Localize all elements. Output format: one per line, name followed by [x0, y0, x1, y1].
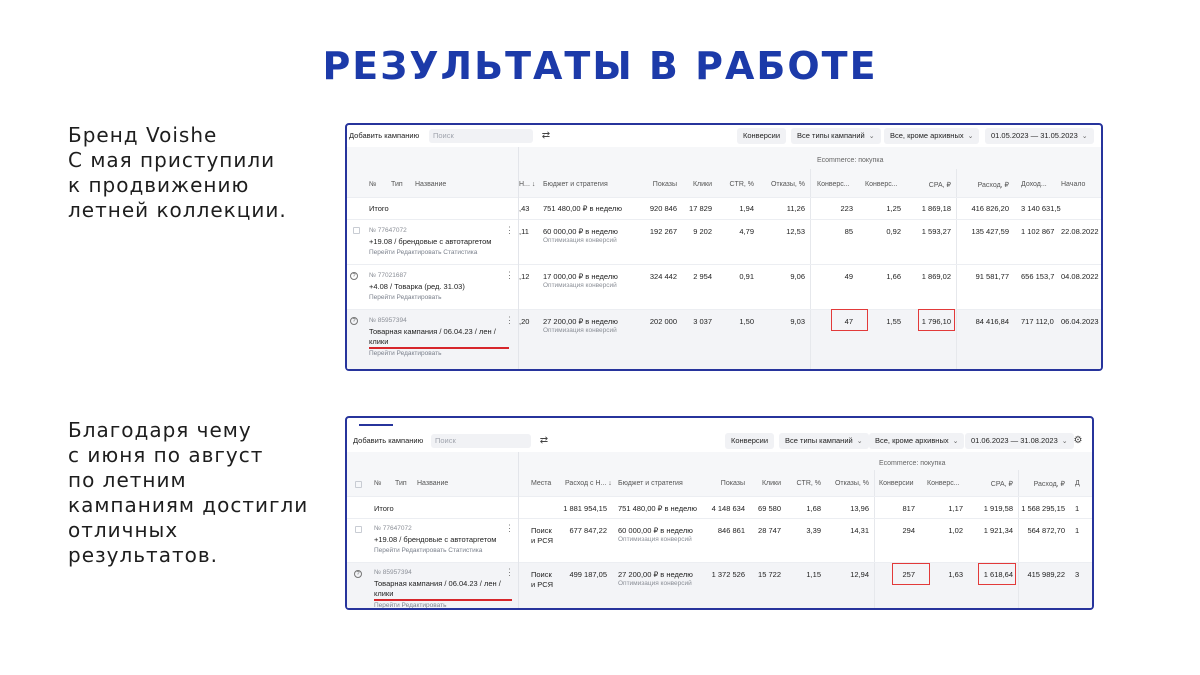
row1-clicks: 28 747	[758, 526, 781, 535]
name-underline	[369, 347, 509, 349]
row2-conversion-rate: 1,66	[886, 272, 901, 281]
row1-places: Поиск	[531, 526, 552, 535]
column-header-shows[interactable]: Показы	[720, 480, 745, 487]
caption-line: к продвижению	[68, 173, 250, 197]
total-budget: 751 480,00 ₽ в неделю	[618, 504, 697, 513]
campaigns-screenshot-summer	[345, 416, 1094, 610]
row1-spend: 564 872,70	[1027, 526, 1065, 535]
add-campaign-button[interactable]: Добавить кампанию	[353, 436, 424, 445]
row3-links[interactable]: Перейти Редактировать	[369, 350, 442, 357]
row1-d: 1	[1075, 526, 1080, 535]
column-header-conversions[interactable]: Конверсии	[879, 480, 914, 487]
total-cut: ,43	[519, 204, 530, 213]
row2-strategy: Оптимизация конверсий	[543, 282, 617, 289]
highlight-conversions	[892, 563, 930, 585]
row2-shows: 324 442	[649, 272, 677, 281]
row2-id: № 85957394	[374, 569, 412, 576]
more-options-icon[interactable]: ⋮	[505, 523, 514, 533]
row3-id: № 85957394	[369, 317, 407, 324]
total-clicks: 17 829	[689, 204, 712, 213]
row2-clicks: 2 954	[693, 272, 712, 281]
row1-conversion-rate: 0,92	[886, 227, 901, 236]
metric-select[interactable]: Конверсии	[737, 128, 786, 144]
row3-bounces: 9,03	[790, 317, 805, 326]
row2-name[interactable]: +4.08 / Товарка (ред. 31.03)	[369, 282, 465, 291]
row3-clicks: 3 037	[693, 317, 712, 326]
caption-line: отличных	[68, 518, 179, 542]
row2-strategy: Оптимизация конверсий	[618, 580, 692, 587]
row2-spend-sort: 499 187,05	[569, 570, 607, 579]
column-header-budget[interactable]: Бюджет и стратегия	[618, 480, 683, 487]
active-tab-indicator	[359, 424, 393, 426]
row2-d: 3	[1075, 570, 1080, 579]
row1-start: 22.08.2022	[1061, 227, 1099, 236]
total-cpa: 1 919,58	[983, 504, 1013, 513]
row3-cut: ,20	[519, 317, 530, 326]
chevron-down-icon: ⌄	[967, 133, 974, 140]
row1-conversions: 294	[902, 526, 915, 535]
row2-conversions: 49	[844, 272, 853, 281]
row1-cut: ,11	[519, 227, 529, 236]
status-filter-label: Все, кроме архивных	[890, 131, 964, 140]
total-cpa: 1 869,18	[921, 204, 951, 213]
column-header-type[interactable]: Тип	[395, 480, 407, 487]
chevron-down-icon: ⌄	[1081, 133, 1088, 140]
caption-brand	[68, 123, 287, 223]
column-header-number[interactable]: №	[374, 480, 382, 487]
row3-start: 06.04.2023	[1061, 317, 1099, 326]
search-input[interactable]: Поиск	[431, 434, 531, 448]
row3-cpa: 1 796,10	[921, 317, 951, 326]
row1-cpa: 1 593,27	[921, 227, 951, 236]
column-header-start[interactable]: Начало	[1061, 181, 1086, 188]
more-options-icon[interactable]: ⋮	[505, 315, 514, 325]
row3-ctr: 1,50	[739, 317, 754, 326]
date-range-select[interactable]	[965, 433, 1074, 449]
row2-spend: 415 989,22	[1027, 570, 1065, 579]
status-filter-select[interactable]	[884, 128, 979, 144]
chevron-down-icon: ⌄	[952, 438, 959, 445]
row1-strategy: Оптимизация конверсий	[543, 237, 617, 244]
caption-line: результатов.	[68, 543, 218, 567]
more-options-icon[interactable]: ⋮	[505, 225, 514, 235]
total-ctr: 1,94	[739, 204, 754, 213]
column-header-ctr[interactable]: CTR, %	[729, 181, 754, 188]
column-header-cpa[interactable]: CPA, ₽	[990, 481, 1013, 488]
total-clicks: 69 580	[758, 504, 781, 513]
row2-id: № 77021687	[369, 272, 407, 279]
select-all-checkbox[interactable]	[355, 481, 362, 488]
column-header-d[interactable]: Д	[1075, 480, 1080, 487]
column-header-places[interactable]: Места	[531, 480, 552, 487]
total-conversions: 223	[840, 204, 853, 213]
row2-income: 656 153,7	[1021, 272, 1055, 281]
row2-shows: 1 372 526	[711, 570, 745, 579]
row1-shows: 192 267	[649, 227, 677, 236]
row1-shows: 846 861	[717, 526, 745, 535]
date-range-select[interactable]	[985, 128, 1094, 144]
campaigns-toolbar	[347, 125, 1101, 147]
row1-strategy: Оптимизация конверсий	[618, 536, 692, 543]
highlight-cpa	[918, 309, 955, 331]
caption-line: летней коллекции.	[68, 198, 287, 222]
row2-cut: ,12	[519, 272, 530, 281]
total-bounces: 11,26	[786, 204, 805, 213]
search-input[interactable]: Поиск	[429, 129, 533, 143]
column-header-ctr[interactable]: CTR, %	[796, 480, 821, 487]
row2-bounces: 12,94	[850, 570, 869, 579]
column-header-spend[interactable]: Расход, ₽	[1033, 481, 1065, 488]
column-header-income[interactable]: Доход...	[1021, 181, 1047, 188]
row1-places-cont: и РСЯ	[531, 536, 554, 545]
gear-icon[interactable]: ⚙	[1073, 435, 1083, 446]
column-header-cut[interactable]: Н... ↓	[519, 181, 536, 188]
total-d: 1	[1075, 504, 1080, 513]
total-income: 3 140 631,5	[1021, 204, 1061, 213]
metric-select[interactable]: Конверсии	[725, 433, 774, 449]
more-options-icon[interactable]: ⋮	[505, 567, 514, 577]
row3-income: 717 112,0	[1021, 317, 1054, 326]
row2-conversion-rate: 1,63	[948, 570, 963, 579]
column-header-clicks[interactable]: Клики	[761, 480, 781, 487]
row2-budget: 17 000,00 ₽ в неделю	[543, 272, 618, 281]
help-icon[interactable]: ?	[350, 272, 358, 280]
help-icon[interactable]: ?	[350, 317, 358, 325]
campaigns-table	[347, 147, 1101, 369]
row1-income: 1 102 867	[1021, 227, 1055, 236]
total-spend-sort: 1 881 954,15	[563, 504, 607, 513]
row1-budget: 60 000,00 ₽ в неделю	[543, 227, 618, 236]
help-icon[interactable]: ?	[354, 570, 362, 578]
column-header-shows[interactable]: Показы	[652, 181, 677, 188]
total-conversion-rate: 1,17	[948, 504, 963, 513]
caption-results	[68, 418, 308, 568]
status-filter-select[interactable]	[869, 433, 964, 449]
column-header-conversions[interactable]: Конверс...	[817, 181, 850, 188]
row2-places: Поиск	[531, 570, 552, 579]
row1-clicks: 9 202	[693, 227, 712, 236]
campaign-name-column	[347, 452, 519, 608]
total-label: Итого	[374, 504, 394, 513]
column-header-type[interactable]: Тип	[391, 181, 403, 188]
highlight-conversions	[831, 309, 868, 331]
row-checkbox[interactable]	[355, 526, 362, 533]
campaigns-toolbar	[347, 430, 1092, 452]
highlight-cpa	[978, 563, 1016, 585]
row1-conversion-rate: 1,02	[948, 526, 963, 535]
row1-budget: 60 000,00 ₽ в неделю	[618, 526, 693, 535]
chevron-down-icon: ⌄	[868, 133, 875, 140]
caption-line: с июня по август	[68, 443, 264, 467]
row3-conversion-rate: 1,55	[886, 317, 901, 326]
row2-links[interactable]: Перейти Редактировать	[374, 602, 447, 609]
column-header-bounces[interactable]: Отказы, %	[834, 480, 869, 487]
row1-conversions: 85	[844, 227, 853, 236]
filter-settings-icon[interactable]: ⇄	[541, 130, 551, 141]
total-ctr: 1,68	[806, 504, 821, 513]
column-header-number[interactable]: №	[369, 181, 377, 188]
row1-cpa: 1 921,34	[983, 526, 1013, 535]
row1-name[interactable]: +19.08 / брендовые с автотаргетом	[369, 237, 492, 246]
row2-budget: 27 200,00 ₽ в неделю	[618, 570, 693, 579]
column-header-conversion-rate[interactable]: Конверс...	[927, 480, 960, 487]
row1-ctr: 3,39	[806, 526, 821, 535]
status-filter-label: Все, кроме архивных	[875, 436, 949, 445]
row2-name-cont[interactable]: клики	[374, 589, 394, 598]
row2-conversions: 257	[902, 570, 915, 579]
date-range-label: 01.06.2023 — 31.08.2023	[971, 436, 1058, 445]
column-header-bounces[interactable]: Отказы, %	[770, 181, 805, 188]
date-range-label: 01.05.2023 — 31.05.2023	[991, 131, 1078, 140]
row3-name-cont[interactable]: клики	[369, 337, 389, 346]
row1-ctr: 4,79	[739, 227, 754, 236]
total-budget: 751 480,00 ₽ в неделю	[543, 204, 622, 213]
filter-settings-icon[interactable]: ⇄	[539, 435, 549, 446]
row2-name[interactable]: Товарная кампания / 06.04.23 / лен /	[374, 579, 501, 588]
campaigns-screenshot-may	[345, 123, 1103, 371]
caption-line: С мая приступили	[68, 148, 276, 172]
caption-line: кампаниям достигли	[68, 493, 309, 517]
row3-name[interactable]: Товарная кампания / 06.04.23 / лен /	[369, 327, 496, 336]
caption-line: Благодаря чему	[68, 418, 252, 442]
campaign-types-label: Все типы кампаний	[797, 131, 865, 140]
column-header-clicks[interactable]: Клики	[692, 181, 712, 188]
row3-shows: 202 000	[649, 317, 677, 326]
row3-budget: 27 200,00 ₽ в неделю	[543, 317, 618, 326]
total-label: Итого	[369, 204, 389, 213]
row2-ctr: 1,15	[806, 570, 821, 579]
campaign-types-select[interactable]	[791, 128, 881, 144]
total-spend: 416 826,20	[971, 204, 1009, 213]
row1-bounces: 12,53	[786, 227, 805, 236]
row1-name[interactable]: +19.08 / брендовые с автотаргетом	[374, 535, 497, 544]
campaign-types-label: Все типы кампаний	[785, 436, 853, 445]
total-conversions: 817	[902, 504, 915, 513]
column-header-name[interactable]: Название	[415, 181, 447, 188]
row3-spend: 84 416,84	[975, 317, 1009, 326]
column-header-conversion-rate[interactable]: Конверс...	[865, 181, 898, 188]
column-header-name[interactable]: Название	[417, 480, 449, 487]
campaign-types-select[interactable]	[779, 433, 869, 449]
row1-spend-sort: 677 847,22	[569, 526, 607, 535]
column-header-cpa[interactable]: CPA, ₽	[928, 182, 951, 189]
campaign-name-column	[347, 147, 519, 369]
total-bounces: 13,96	[850, 504, 869, 513]
add-campaign-button[interactable]: Добавить кампанию	[349, 131, 420, 140]
row2-links[interactable]: Перейти Редактировать	[369, 294, 442, 301]
row-checkbox[interactable]	[353, 227, 360, 234]
name-underline	[374, 599, 512, 601]
chevron-down-icon: ⌄	[1061, 438, 1068, 445]
chevron-down-icon: ⌄	[856, 438, 863, 445]
caption-line: по летним	[68, 468, 187, 492]
row3-conversions: 47	[844, 317, 853, 326]
row1-spend: 135 427,59	[971, 227, 1009, 236]
row1-links[interactable]: Перейти Редактировать Статистика	[374, 547, 483, 554]
ecommerce-group-label: Ecommerce: покупка	[817, 157, 884, 164]
more-options-icon[interactable]: ⋮	[505, 270, 514, 280]
row2-cpa: 1 618,64	[983, 570, 1013, 579]
column-header-spend[interactable]: Расход, ₽	[977, 182, 1009, 189]
column-header-budget[interactable]: Бюджет и стратегия	[543, 181, 608, 188]
row2-ctr: 0,91	[739, 272, 754, 281]
row1-id: № 77647072	[369, 227, 407, 234]
total-spend: 1 568 295,15	[1021, 504, 1065, 513]
row1-links[interactable]: Перейти Редактировать Статистика	[369, 249, 478, 256]
row2-clicks: 15 722	[758, 570, 781, 579]
caption-line: Бренд Voishe	[68, 123, 218, 147]
row2-cpa: 1 869,02	[921, 272, 951, 281]
column-header-spend-sort[interactable]: Расход с Н... ↓	[565, 480, 612, 487]
row2-bounces: 9,06	[790, 272, 805, 281]
ecommerce-group-label: Ecommerce: покупка	[879, 460, 946, 467]
row2-places-cont: и РСЯ	[531, 580, 554, 589]
total-conversion-rate: 1,25	[886, 204, 901, 213]
total-shows: 920 846	[649, 204, 677, 213]
row1-bounces: 14,31	[850, 526, 869, 535]
row1-id: № 77647072	[374, 525, 412, 532]
row3-strategy: Оптимизация конверсий	[543, 327, 617, 334]
total-shows: 4 148 634	[711, 504, 745, 513]
row2-start: 04.08.2022	[1061, 272, 1099, 281]
row2-spend: 91 581,77	[975, 272, 1009, 281]
campaigns-table	[347, 452, 1092, 608]
slide-title: РЕЗУЛЬТАТЫ В РАБОТЕ	[322, 44, 878, 88]
